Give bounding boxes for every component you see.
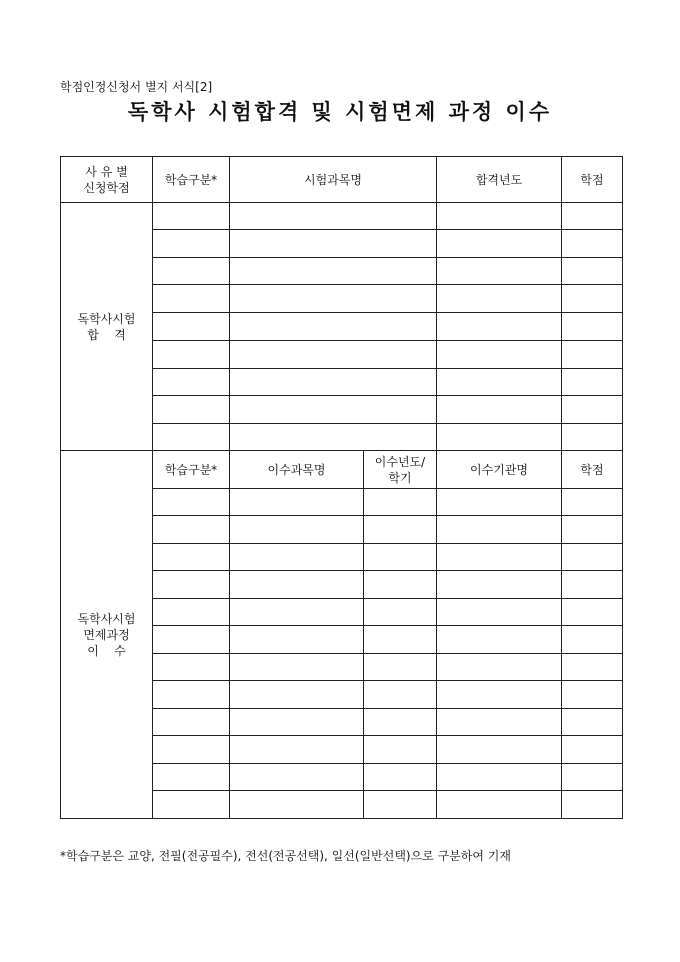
institution-cell[interactable] [437,489,562,516]
credits-cell[interactable] [562,285,623,313]
subject-name-cell[interactable] [230,203,437,230]
subject-name-cell[interactable] [230,369,437,396]
exam-pass-label-line1: 독학사시험 [77,311,136,326]
credits-cell[interactable] [562,654,623,681]
institution-cell[interactable] [437,599,562,626]
pass-year-cell[interactable] [437,396,562,424]
credits-cell[interactable] [562,203,623,230]
study-type-cell[interactable] [153,736,230,764]
subject-name-cell[interactable] [230,424,437,451]
pass-year-cell[interactable] [437,203,562,230]
course-name-header: 이수과목명 [230,451,364,489]
year-term-cell[interactable] [364,736,437,764]
study-type-cell[interactable] [153,599,230,626]
year-term-cell[interactable] [364,544,437,571]
institution-cell[interactable] [437,681,562,709]
study-type-cell[interactable] [153,230,230,258]
year-term-cell[interactable] [364,626,437,654]
year-term-cell[interactable] [364,489,437,516]
institution-cell[interactable] [437,516,562,544]
study-type-cell[interactable] [153,313,230,341]
credits-cell[interactable] [562,764,623,791]
course-name-cell[interactable] [230,516,364,544]
credits-cell[interactable] [562,369,623,396]
credits-cell[interactable] [562,626,623,654]
study-type-cell[interactable] [153,489,230,516]
header-row [61,157,623,203]
reason-header-line2: 신청학점 [83,180,130,195]
year-term-cell[interactable] [364,764,437,791]
credits-cell[interactable] [562,571,623,599]
pass-year-cell[interactable] [437,258,562,285]
credits-cell[interactable] [562,396,623,424]
credits-cell[interactable] [562,313,623,341]
subject-name-header: 시험과목명 [230,157,437,203]
pass-year-header: 합격년도 [437,157,562,203]
study-type-cell[interactable] [153,258,230,285]
study-type-cell[interactable] [153,544,230,571]
page-title: 독학사 시험합격 및 시험면제 과정 이수 [127,99,553,124]
year-term-header-line2: 학기 [388,470,412,485]
credits-cell[interactable] [562,736,623,764]
credits-cell[interactable] [562,516,623,544]
credits-cell[interactable] [562,341,623,369]
study-type-cell[interactable] [153,203,230,230]
credits-cell[interactable] [562,599,623,626]
exam-pass-label [61,203,153,451]
study-type-cell[interactable] [153,396,230,424]
study-type-header: 학습구분* [153,157,230,203]
institution-cell[interactable] [437,654,562,681]
course-name-cell[interactable] [230,544,364,571]
exemption-study-type-header: 학습구분* [153,451,230,489]
course-name-cell[interactable] [230,626,364,654]
reason-header [61,157,153,203]
course-name-cell[interactable] [230,489,364,516]
study-type-cell[interactable] [153,626,230,654]
pass-year-cell[interactable] [437,285,562,313]
course-name-cell[interactable] [230,791,364,819]
study-type-cell[interactable] [153,791,230,819]
course-name-cell[interactable] [230,764,364,791]
pass-year-cell[interactable] [437,313,562,341]
subject-name-cell[interactable] [230,313,437,341]
exemption-label-line2: 면제과정 [83,627,130,642]
study-type-cell[interactable] [153,654,230,681]
year-term-cell[interactable] [364,791,437,819]
footnote: *학습구분은 교양, 전필(전공필수), 전선(전공선택), 일선(일반선택)으로 구분하여 기재 [60,849,511,863]
credits-cell[interactable] [562,489,623,516]
subject-name-cell[interactable] [230,285,437,313]
course-name-cell[interactable] [230,681,364,709]
subject-name-cell[interactable] [230,258,437,285]
credits-cell[interactable] [562,258,623,285]
year-term-header-line1: 이수년도/ [374,454,426,469]
credits-cell[interactable] [562,709,623,736]
credits-cell[interactable] [562,681,623,709]
institution-cell[interactable] [437,626,562,654]
year-term-cell[interactable] [364,571,437,599]
credits-cell[interactable] [562,791,623,819]
credits-header: 학점 [562,157,623,203]
reason-header-line1: 사 유 별 [85,164,128,179]
year-term-header [364,451,437,489]
year-term-cell[interactable] [364,709,437,736]
credit-form-table [60,156,623,819]
study-type-cell[interactable] [153,681,230,709]
institution-cell[interactable] [437,709,562,736]
course-name-cell[interactable] [230,599,364,626]
year-term-cell[interactable] [364,654,437,681]
exam-pass-label-line2: 합 격 [87,327,126,342]
study-type-cell[interactable] [153,709,230,736]
pass-year-cell[interactable] [437,369,562,396]
institution-cell[interactable] [437,791,562,819]
exam-pass-row [61,203,623,230]
form-label: 학점인정신청서 별지 서식[2] [60,80,213,94]
year-term-cell[interactable] [364,681,437,709]
subject-name-cell[interactable] [230,230,437,258]
exemption-label-line3: 이 수 [87,643,126,658]
study-type-cell[interactable] [153,764,230,791]
study-type-cell[interactable] [153,341,230,369]
credits-cell[interactable] [562,424,623,451]
exemption-label [61,451,153,819]
course-name-cell[interactable] [230,736,364,764]
study-type-cell[interactable] [153,516,230,544]
exemption-header-row [61,451,623,489]
pass-year-cell[interactable] [437,230,562,258]
exemption-label-line1: 독학사시험 [77,611,136,626]
pass-year-cell[interactable] [437,424,562,451]
course-name-cell[interactable] [230,571,364,599]
exemption-credits-header: 학점 [562,451,623,489]
institution-cell[interactable] [437,736,562,764]
course-name-cell[interactable] [230,709,364,736]
study-type-cell[interactable] [153,571,230,599]
subject-name-cell[interactable] [230,396,437,424]
subject-name-cell[interactable] [230,341,437,369]
year-term-cell[interactable] [364,599,437,626]
study-type-cell[interactable] [153,369,230,396]
course-name-cell[interactable] [230,654,364,681]
institution-cell[interactable] [437,764,562,791]
institution-header: 이수기관명 [437,451,562,489]
institution-cell[interactable] [437,571,562,599]
year-term-cell[interactable] [364,516,437,544]
credits-cell[interactable] [562,230,623,258]
credits-cell[interactable] [562,544,623,571]
institution-cell[interactable] [437,544,562,571]
study-type-cell[interactable] [153,285,230,313]
study-type-cell[interactable] [153,424,230,451]
pass-year-cell[interactable] [437,341,562,369]
